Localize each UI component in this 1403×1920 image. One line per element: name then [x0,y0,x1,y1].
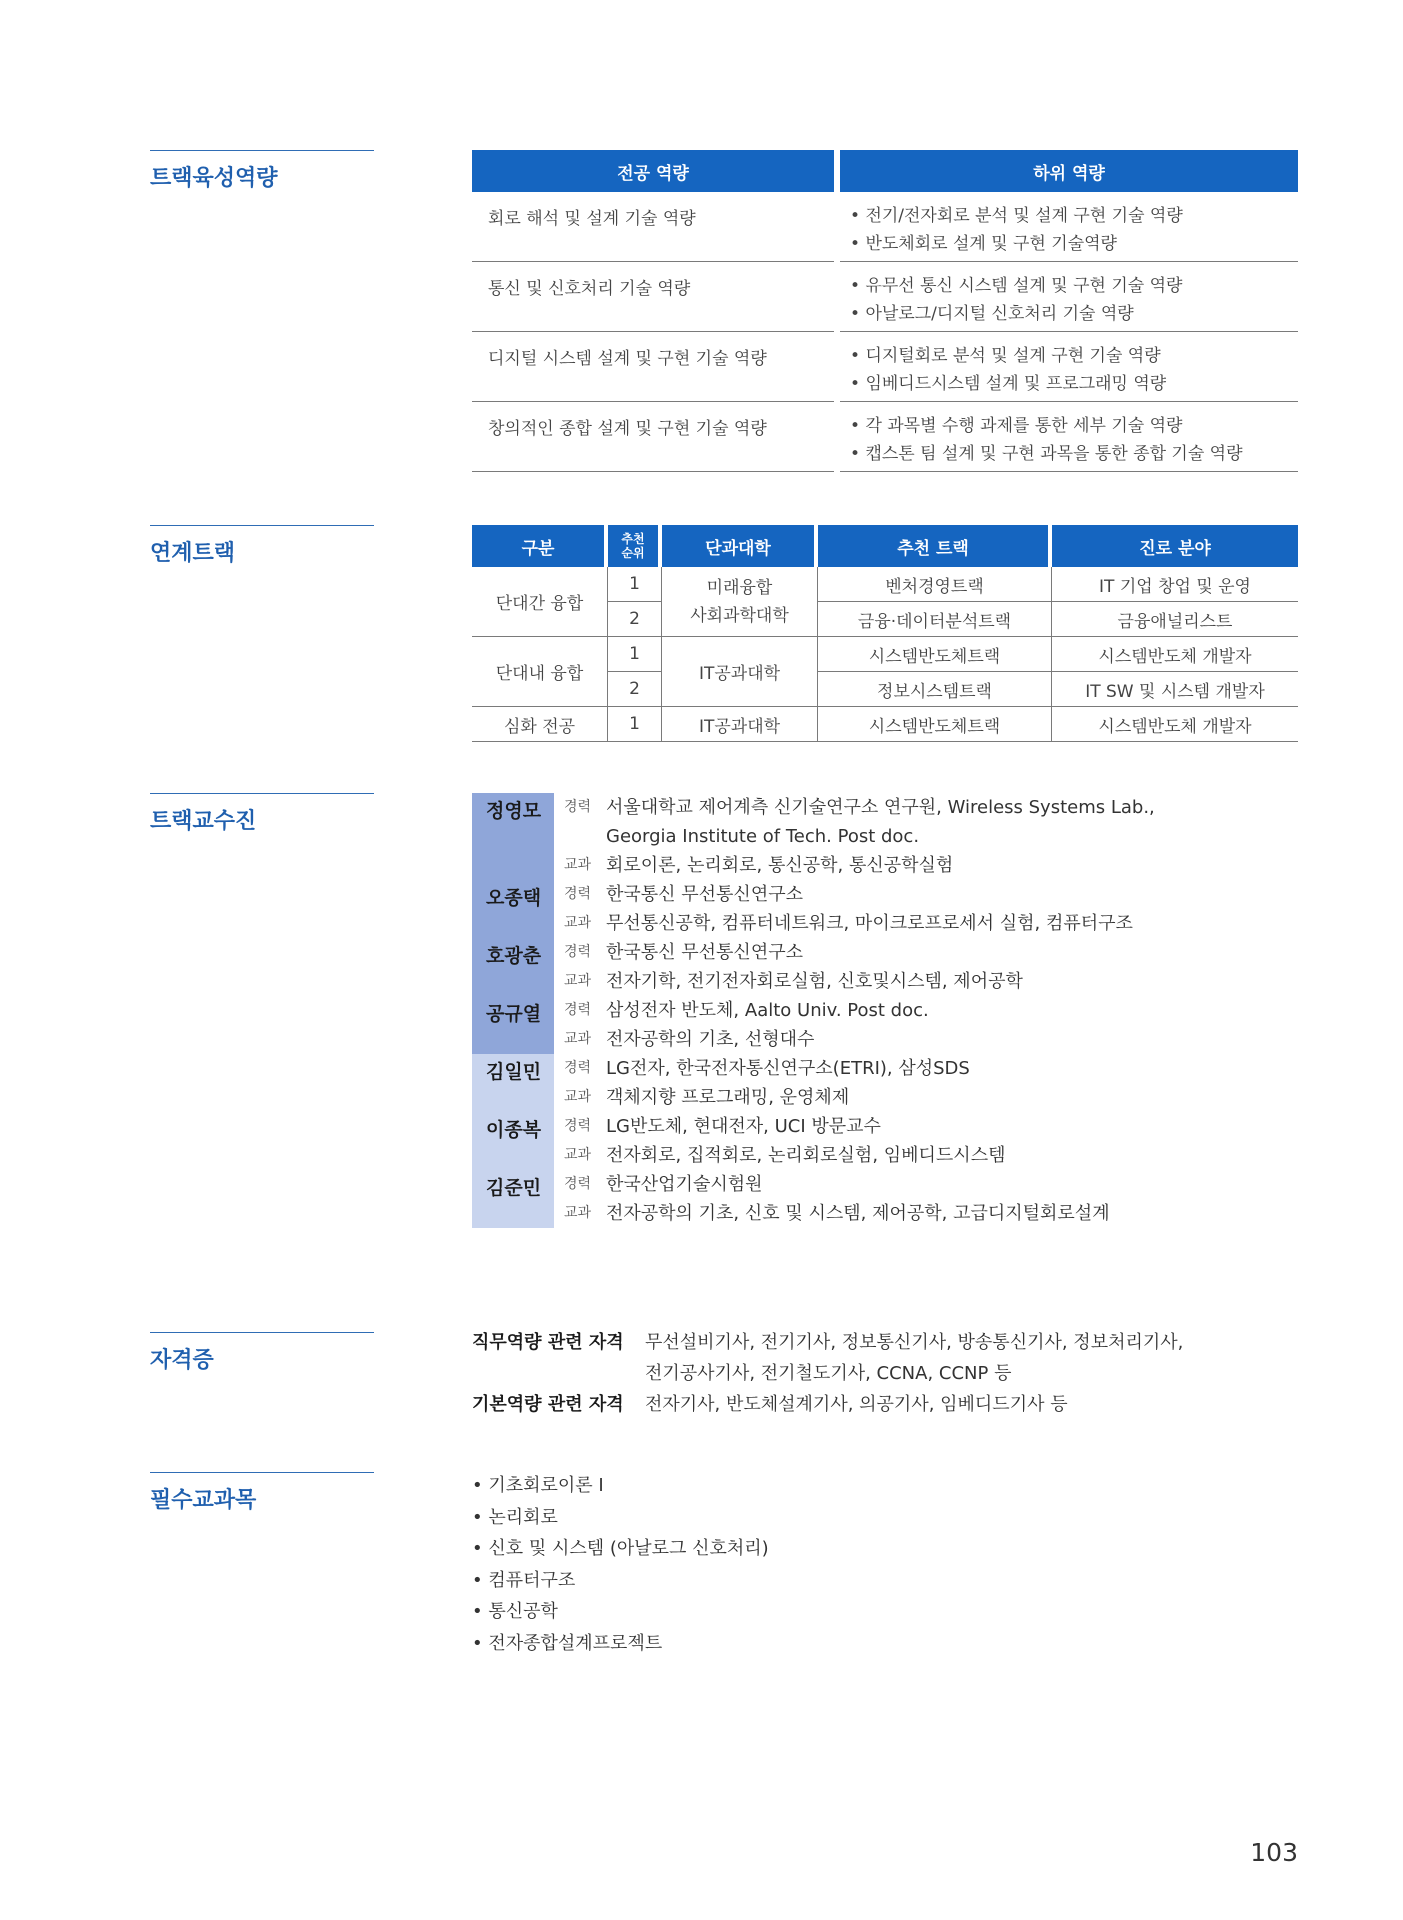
career-tag: 경력 [564,1060,592,1076]
list-item: • 전자종합설계프로젝트 [472,1628,769,1660]
linked-track-table [472,525,1298,742]
header-college: 단과대학 [662,525,818,567]
table-row [472,402,1298,472]
major-competency: 통신 및 신호처리 기술 역량 [472,262,834,332]
sub-competency: • 전기/전자회로 분석 및 설계 구현 기술 역량 [850,202,1298,230]
course-line [564,967,1302,996]
category-cell: 심화 전공 [472,707,608,742]
certificates-block [472,1327,1302,1420]
table-row [472,192,1298,262]
rank-cell: 1 [608,567,662,602]
faculty-member [472,880,1302,938]
faculty-member [472,793,1302,880]
course-line [564,1199,1302,1228]
college-cell: 미래융합 사회과학대학 [662,567,818,637]
basic-cert-value: 전자기사, 반도체설계기사, 의공기사, 임베디드기사 등 [645,1394,1068,1415]
category-cell: 단대간 융합 [472,567,608,637]
track-cell: 벤처경영트랙 [818,567,1052,602]
job-cert-line [472,1327,1302,1389]
faculty-member [472,938,1302,996]
career-text: LG반도체, 현대전자, UCI 방문교수 [606,1116,881,1137]
course-tag: 교과 [564,915,592,931]
career-text: 삼성전자 반도체, Aalto Univ. Post doc. [606,1000,929,1021]
major-competency: 디지털 시스템 설계 및 구현 기술 역량 [472,332,834,402]
course-tag: 교과 [564,973,592,989]
sub-competency: • 디지털회로 분석 및 설계 구현 기술 역량 [850,342,1298,370]
career-text: 한국통신 무선통신연구소 [606,942,803,963]
sub-competency: • 아날로그/디지털 신호처리 기술 역량 [850,300,1298,328]
course-tag: 교과 [564,1031,592,1047]
career-line [564,793,1302,851]
professor-info [554,938,1302,996]
table-row [472,332,1298,402]
basic-cert-line [472,1389,1302,1420]
career-text: 한국통신 무선통신연구소 [606,884,803,905]
professor-info [554,793,1302,880]
career-text: LG전자, 한국전자통신연구소(ETRI), 삼성SDS [606,1058,970,1079]
course-line [564,1025,1302,1054]
sub-competency-list [840,332,1298,402]
header-sub-competency: 하위 역량 [840,150,1298,192]
list-item: • 컴퓨터구조 [472,1565,769,1597]
course-text: 객체지향 프로그래밍, 운영체제 [606,1087,850,1108]
professor-name: 정영모 [472,793,554,880]
basic-cert-label: 기본역량 관련 자격 [472,1394,624,1415]
rank-cell: 2 [608,672,662,707]
course-text: 전자회로, 집적회로, 논리회로실험, 임베디드시스템 [606,1145,1006,1166]
job-cert-line2: 전기공사기사, 전기철도기사, CCNA, CCNP 등 [645,1363,1012,1384]
major-competency: 창의적인 종합 설계 및 구현 기술 역량 [472,402,834,472]
course-line [564,851,1302,880]
track-cell: 금융·데이터분석트랙 [818,602,1052,637]
career-tag: 경력 [564,886,592,902]
college-cell: IT공과대학 [662,707,818,742]
track-cell: 시스템반도체트랙 [818,707,1052,742]
career-cell: 시스템반도체 개발자 [1052,707,1298,742]
table-row [472,637,1298,672]
sub-competency: • 반도체회로 설계 및 구현 기술역량 [850,230,1298,258]
table-row [472,262,1298,332]
professor-info [554,996,1302,1054]
competency-table-header [472,150,1298,192]
career-cell: 금융애널리스트 [1052,602,1298,637]
career-text [606,793,1302,851]
professor-info [554,1054,1302,1112]
professor-name: 김일민 [472,1054,554,1112]
course-text: 무선통신공학, 컴퓨터네트워크, 마이크로프로세서 실험, 컴퓨터구조 [606,913,1133,934]
job-cert-line1: 무선설비기사, 전기기사, 정보통신기사, 방송통신기사, 정보처리기사, [645,1332,1184,1353]
faculty-list [472,793,1302,1228]
career-line-2: Georgia Institute of Tech. Post doc. [606,826,920,847]
section-title-faculty: 트랙교수진 [150,793,374,835]
section-title-required-courses: 필수교과목 [150,1472,374,1514]
course-line [564,1083,1302,1112]
professor-info [554,1112,1302,1170]
sub-competency: • 임베디드시스템 설계 및 프로그래밍 역량 [850,370,1298,398]
list-item: • 기초회로이론 I [472,1470,769,1502]
header-category: 구분 [472,525,608,567]
career-cell: IT SW 및 시스템 개발자 [1052,672,1298,707]
professor-name: 이종복 [472,1112,554,1170]
career-tag: 경력 [564,799,592,815]
section-title-certificates: 자격증 [150,1332,374,1374]
professor-name: 호광춘 [472,938,554,996]
list-item: • 신호 및 시스템 (아날로그 신호처리) [472,1533,769,1565]
required-course-list [472,1470,769,1659]
career-tag: 경력 [564,1002,592,1018]
sub-competency: • 캡스톤 팀 설계 및 구현 과목을 통한 종합 기술 역량 [850,440,1298,468]
course-text: 회로이론, 논리회로, 통신공학, 통신공학실험 [606,855,954,876]
list-item: • 통신공학 [472,1596,769,1628]
job-cert-value [645,1327,1302,1389]
header-rank-line2: 순위 [621,546,645,560]
faculty-member [472,996,1302,1054]
career-line [564,996,1302,1025]
track-cell: 시스템반도체트랙 [818,637,1052,672]
course-tag: 교과 [564,1205,592,1221]
career-text: 한국산업기술시험원 [606,1174,763,1195]
sub-competency: • 유무선 통신 시스템 설계 및 구현 기술 역량 [850,272,1298,300]
page-number: 103 [1250,1838,1298,1867]
career-tag: 경력 [564,944,592,960]
career-tag: 경력 [564,1118,592,1134]
table-row [472,567,1298,602]
career-line [564,1112,1302,1141]
rank-cell: 1 [608,637,662,672]
header-career-field: 진로 분야 [1052,525,1298,567]
table-row [472,707,1298,742]
sub-competency-list [840,262,1298,332]
section-title-linked-track: 연계트랙 [150,525,374,567]
career-line [564,880,1302,909]
track-cell: 정보시스템트랙 [818,672,1052,707]
rank-cell: 1 [608,707,662,742]
career-line [564,1170,1302,1199]
course-tag: 교과 [564,1089,592,1105]
professor-name: 공규열 [472,996,554,1054]
sub-competency-list [840,192,1298,262]
professor-info [554,1170,1302,1228]
header-rank-line1: 추천 [621,532,645,546]
job-cert-label: 직무역량 관련 자격 [472,1332,624,1353]
section-title-competency: 트랙육성역량 [150,150,374,192]
career-line [564,1054,1302,1083]
faculty-member [472,1054,1302,1112]
faculty-member [472,1170,1302,1228]
track-table-header [472,525,1298,567]
competency-table [472,150,1298,472]
header-major-competency: 전공 역량 [472,150,834,192]
list-item: • 논리회로 [472,1502,769,1534]
rank-cell: 2 [608,602,662,637]
college-cell: IT공과대학 [662,637,818,707]
career-cell: IT 기업 창업 및 운영 [1052,567,1298,602]
header-recommended-track: 추천 트랙 [818,525,1052,567]
sub-competency-list [840,402,1298,472]
professor-info [554,880,1302,938]
header-rank [608,525,662,567]
major-competency: 회로 해석 및 설계 기술 역량 [472,192,834,262]
course-text: 전자기학, 전기전자회로실험, 신호및시스템, 제어공학 [606,971,1023,992]
sub-competency: • 각 과목별 수행 과제를 통한 세부 기술 역량 [850,412,1298,440]
faculty-member [472,1112,1302,1170]
course-line [564,909,1302,938]
career-tag: 경력 [564,1176,592,1192]
professor-name: 오종택 [472,880,554,938]
career-line [564,938,1302,967]
course-text: 전자공학의 기초, 신호 및 시스템, 제어공학, 고급디지털회로설계 [606,1203,1110,1224]
career-cell: 시스템반도체 개발자 [1052,637,1298,672]
course-tag: 교과 [564,857,592,873]
category-cell: 단대내 융합 [472,637,608,707]
course-tag: 교과 [564,1147,592,1163]
career-line-1: 서울대학교 제어계측 신기술연구소 연구원, Wireless Systems Lab., [606,797,1155,818]
course-text: 전자공학의 기초, 선형대수 [606,1029,815,1050]
course-line [564,1141,1302,1170]
professor-name: 김준민 [472,1170,554,1228]
